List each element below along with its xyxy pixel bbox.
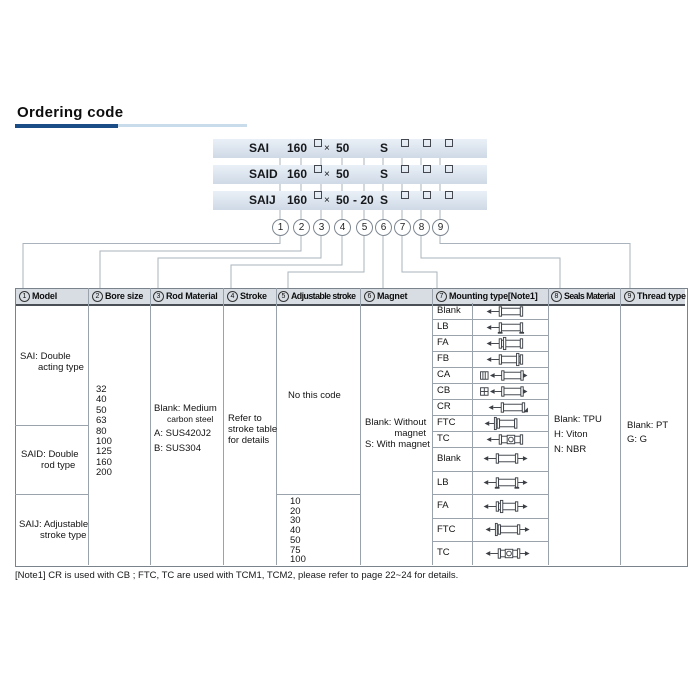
- row-divider: [15, 494, 88, 495]
- seals-material-options: Blank: TPU H: Viton N: NBR: [554, 414, 602, 455]
- rod-material-b: B: SUS304: [154, 443, 201, 454]
- code-times: ×: [324, 195, 330, 206]
- mounting-label: Blank: [437, 305, 461, 316]
- callout-circle-4: 4: [334, 219, 351, 236]
- double-rod-foot-icon: [481, 475, 533, 490]
- bore-size-value: 32: [96, 384, 107, 395]
- double-rod-flange-icon: [481, 499, 533, 514]
- bore-size-value: 200: [96, 467, 112, 479]
- cylinder-foot-icon: [484, 320, 536, 335]
- mounting-label: CA: [437, 369, 451, 380]
- header-adjustable-stroke: 5 Adjustable stroke: [278, 289, 355, 304]
- code-times: ×: [324, 169, 330, 180]
- code-bore: 160: [287, 141, 308, 155]
- bore-size-value: 40: [96, 394, 107, 406]
- placeholder-box: [423, 165, 431, 173]
- header-magnet: 6 Magnet: [364, 289, 407, 304]
- code-bar-saij: [213, 191, 487, 210]
- footnote: [Note1] CR is used with CB ; FTC, TC are used with TCM1, TCM2, please refer to page 22~24 for details.: [15, 570, 459, 581]
- cylinder-rear-flange-icon: [484, 352, 536, 367]
- header-stroke: 4 Stroke: [227, 289, 267, 304]
- thread-type-options: Blank: PT G: G: [627, 420, 669, 445]
- code-magnet: S: [380, 141, 389, 155]
- mounting-label: TC: [437, 547, 450, 558]
- row-divider: [432, 494, 548, 495]
- bore-size-value: 63: [96, 415, 107, 427]
- double-rod-basic-icon: [481, 451, 533, 466]
- mounting-label: TC: [437, 433, 450, 444]
- stroke-note: Refer to stroke table for details: [228, 413, 278, 446]
- adjustable-stroke-value: 50: [290, 534, 301, 546]
- code-stroke: 50: [336, 141, 350, 155]
- model-said: SAID: Double rod type: [21, 449, 79, 471]
- code-stroke: 50: [336, 167, 350, 181]
- mounting-subdivider: [472, 303, 473, 565]
- mounting-label: Blank: [437, 453, 461, 464]
- callout-circle-1: 1: [272, 219, 289, 236]
- rod-material-blank-2: carbon steel: [167, 414, 214, 424]
- code-stroke: 50: [336, 193, 350, 207]
- mounting-label: FB: [437, 353, 450, 364]
- placeholder-box: [314, 165, 322, 173]
- circled-number-icon: 3: [153, 291, 164, 302]
- cylinder-front-trunnion-icon: [482, 416, 534, 431]
- circled-number-icon: 2: [92, 291, 103, 302]
- mounting-label: FA: [437, 500, 449, 511]
- bore-size-value: 80: [96, 425, 107, 437]
- rod-material-blank: Blank: Medium: [154, 403, 217, 414]
- mounting-label: FA: [437, 337, 449, 348]
- callout-circle-5: 5: [356, 219, 373, 236]
- column-divider: [620, 288, 621, 565]
- code-model: SAIJ: [249, 193, 276, 207]
- header-mounting-type: 7 Mounting type[Note1]: [436, 289, 538, 304]
- mounting-label: LB: [437, 321, 449, 332]
- circled-number-icon: 7: [436, 291, 447, 302]
- adjustable-stroke-value: 20: [290, 505, 301, 517]
- bore-size-list: [96, 385, 112, 479]
- header-rod-material: 3 Rod Material: [153, 289, 218, 304]
- code-times: ×: [324, 143, 330, 154]
- code-bore: 160: [287, 193, 308, 207]
- column-divider: [548, 288, 549, 565]
- column-divider: [432, 288, 433, 565]
- code-bar-said: [213, 165, 487, 184]
- code-magnet: S: [380, 167, 389, 181]
- code-bore: 160: [287, 167, 308, 181]
- header-seals-material: 8 Seals Material: [551, 289, 615, 304]
- mounting-label: CB: [437, 385, 451, 396]
- header-bore-size: 2 Bore size: [92, 289, 143, 304]
- magnet-options: Blank: Without magnet S: With magnet: [365, 417, 430, 450]
- placeholder-box: [314, 191, 322, 199]
- model-saij: SAIJ: Adjustable stroke type: [19, 519, 89, 541]
- placeholder-box: [401, 165, 409, 173]
- placeholder-box: [445, 139, 453, 147]
- code-bar-sai: [213, 139, 487, 158]
- header-model: 1 Model: [19, 289, 57, 304]
- bore-size-value: 50: [96, 404, 107, 416]
- row-divider: [276, 494, 360, 495]
- code-model: SAI: [249, 141, 270, 155]
- circled-number-icon: 9: [624, 291, 635, 302]
- mounting-label: FTC: [437, 417, 456, 428]
- page-title: Ordering code: [17, 104, 124, 121]
- placeholder-box: [445, 165, 453, 173]
- header-thread-type: 9 Thread type: [624, 289, 686, 304]
- mounting-label: FTC: [437, 524, 456, 535]
- model-sai: SAI: Double acting type: [20, 351, 84, 373]
- code-adjustable: - 20: [353, 193, 374, 207]
- rod-material-a: A: SUS420J2: [154, 428, 212, 439]
- placeholder-box: [401, 191, 409, 199]
- placeholder-box: [423, 191, 431, 199]
- placeholder-box: [423, 139, 431, 147]
- mounting-label: CR: [437, 401, 451, 412]
- bore-size-value: 125: [96, 446, 112, 458]
- adjustable-stroke-value: 10: [290, 496, 301, 507]
- double-rod-mid-trunnion-icon: [483, 546, 535, 561]
- circled-number-icon: 1: [19, 291, 30, 302]
- adjustable-stroke-value: 40: [290, 525, 301, 537]
- callout-circle-2: 2: [293, 219, 310, 236]
- bore-size-value: 100: [96, 436, 112, 448]
- code-magnet: S: [380, 193, 389, 207]
- row-divider: [432, 471, 548, 472]
- adjustable-stroke-value: 100: [290, 554, 306, 566]
- circled-number-icon: 8: [551, 291, 562, 302]
- adjustable-stroke-none: No this code: [288, 390, 341, 401]
- cylinder-clevis-a-icon: [478, 368, 530, 383]
- adjustable-stroke-value: 30: [290, 515, 301, 527]
- adjustable-stroke-list: [290, 497, 306, 565]
- placeholder-box: [401, 139, 409, 147]
- placeholder-box: [314, 139, 322, 147]
- callout-circle-3: 3: [313, 219, 330, 236]
- mounting-label: LB: [437, 477, 449, 488]
- callout-circle-7: 7: [394, 219, 411, 236]
- column-divider: [360, 288, 361, 565]
- double-rod-front-trunnion-icon: [483, 522, 535, 537]
- circled-number-icon: 6: [364, 291, 375, 302]
- cylinder-basic-icon: [484, 304, 536, 319]
- placeholder-box: [445, 191, 453, 199]
- column-divider: [150, 288, 151, 565]
- callout-circle-9: 9: [432, 219, 449, 236]
- cylinder-mid-trunnion-icon: [484, 432, 536, 447]
- callout-circle-8: 8: [413, 219, 430, 236]
- circled-number-icon: 4: [227, 291, 238, 302]
- bore-size-value: 160: [96, 456, 112, 468]
- row-divider: [15, 425, 88, 426]
- callout-circle-6: 6: [375, 219, 392, 236]
- circled-number-icon: 5: [278, 291, 289, 302]
- cylinder-clevis-b-icon: [478, 384, 530, 399]
- cylinder-pivot-icon: [486, 400, 538, 415]
- adjustable-stroke-value: 75: [290, 544, 301, 556]
- code-model: SAID: [249, 167, 278, 181]
- cylinder-front-flange-icon: [484, 336, 536, 351]
- column-divider: [223, 288, 224, 565]
